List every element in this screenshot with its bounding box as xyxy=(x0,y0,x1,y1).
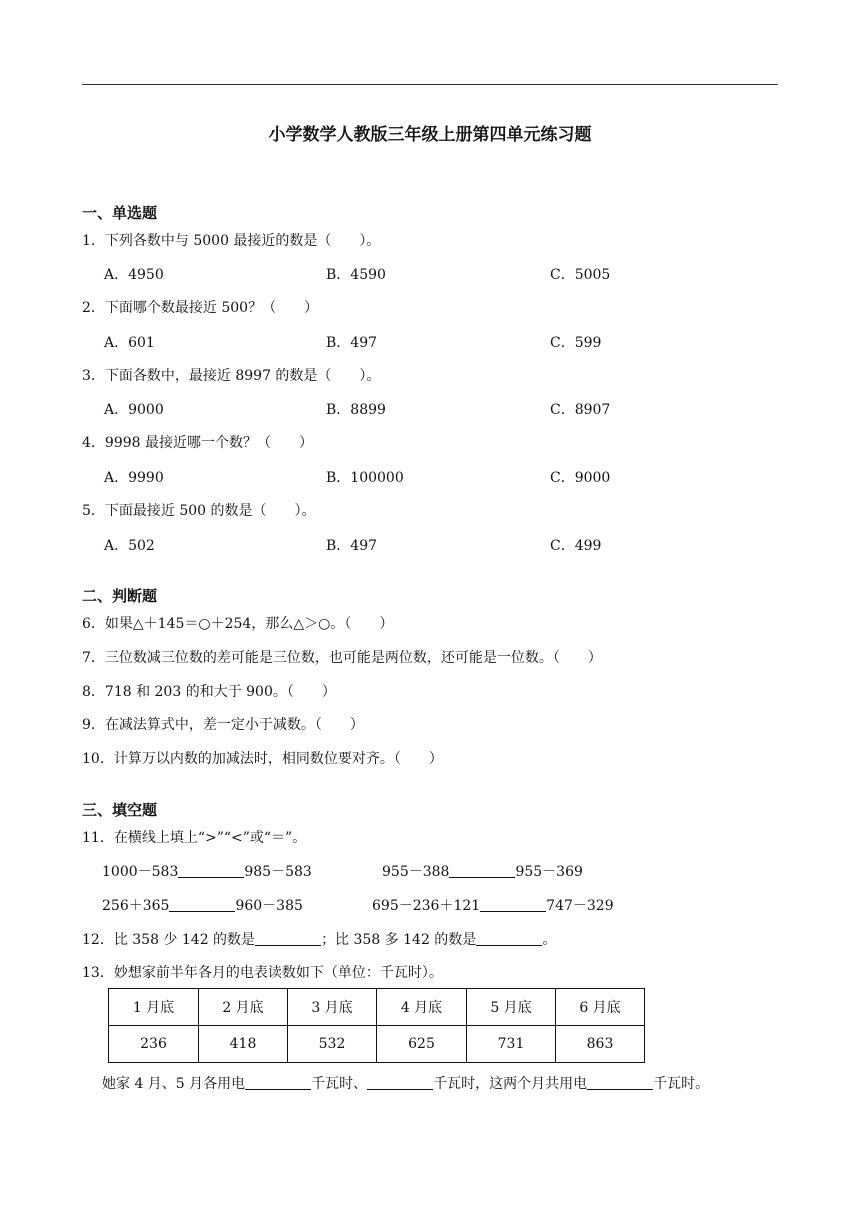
option-1a: A．4950 xyxy=(104,267,164,283)
question-13-answer xyxy=(102,1073,709,1093)
option-4b: B．100000 xyxy=(326,470,404,486)
option-2c: C．599 xyxy=(550,335,602,351)
compare-right: 747－329 xyxy=(546,898,614,914)
compare-right: 960－385 xyxy=(235,898,303,914)
table-header-cell: 1 月底 xyxy=(109,989,199,1026)
question-11: 11．在横线上填上“>”“<”或“＝”。 xyxy=(82,830,307,846)
answer-blank[interactable] xyxy=(476,931,542,946)
question-7: 7．三位数减三位数的差可能是三位数，也可能是两位数，还可能是一位数。（ ） xyxy=(82,650,602,666)
option-2a: A．601 xyxy=(104,335,155,351)
section-heading-fill-in: 三、填空题 xyxy=(82,801,158,819)
question-6: 6．如果△＋145＝○＋254，那么△＞○。（ ） xyxy=(82,616,394,632)
answer-blank[interactable] xyxy=(587,1075,653,1090)
option-5c: C．499 xyxy=(550,538,602,554)
compare-item-4 xyxy=(372,895,614,915)
answer-blank[interactable] xyxy=(480,897,546,912)
table-header-cell: 5 月底 xyxy=(467,989,556,1026)
question-8: 8．718 和 203 的和大于 900。（ ） xyxy=(82,684,336,700)
table-cell: 625 xyxy=(377,1026,467,1063)
table-cell: 418 xyxy=(199,1026,288,1063)
table-cell: 731 xyxy=(467,1026,556,1063)
option-3c: C．8907 xyxy=(550,402,611,418)
compare-item-1 xyxy=(102,861,312,881)
q13-text-c: 千瓦时，这两个月共用电 xyxy=(433,1076,588,1092)
question-12 xyxy=(82,929,556,949)
compare-left: 256＋365 xyxy=(102,898,170,914)
answer-blank[interactable] xyxy=(255,931,321,946)
table-cell: 863 xyxy=(556,1026,645,1063)
option-5b: B．497 xyxy=(326,538,378,554)
section-heading-true-false: 二、判断题 xyxy=(82,587,158,605)
compare-left: 955－388 xyxy=(382,864,450,880)
option-3a: A．9000 xyxy=(104,402,164,418)
table-header-cell: 6 月底 xyxy=(556,989,645,1026)
question-9: 9．在减法算式中，差一定小于减数。（ ） xyxy=(82,717,364,733)
compare-left: 695－236＋121 xyxy=(372,898,481,914)
option-1c: C．5005 xyxy=(550,267,611,283)
option-5a: A．502 xyxy=(104,538,155,554)
q13-text-a: 她家 4 月、5 月各用电 xyxy=(102,1076,246,1092)
option-2b: B．497 xyxy=(326,335,378,351)
question-5: 5．下面最接近 500 的数是（ ）。 xyxy=(82,503,316,519)
option-4a: A．9990 xyxy=(104,470,164,486)
table-cell: 532 xyxy=(288,1026,377,1063)
table-header-cell: 2 月底 xyxy=(199,989,288,1026)
question-4: 4．9998 最接近哪一个数？（ ） xyxy=(82,435,313,451)
question-2: 2．下面哪个数最接近 500？（ ） xyxy=(82,300,319,316)
page-title: 小学数学人教版三年级上册第四单元练习题 xyxy=(268,125,592,145)
header-rule xyxy=(82,84,778,85)
question-13: 13．妙想家前半年各月的电表读数如下（单位：千瓦时）。 xyxy=(82,965,443,981)
q12-text-c: 。 xyxy=(542,932,557,948)
compare-right: 985－583 xyxy=(244,864,312,880)
table-row xyxy=(109,1026,645,1063)
question-3: 3．下面各数中，最接近 8997 的数是（ ）。 xyxy=(82,368,381,384)
compare-item-2 xyxy=(382,861,583,881)
answer-blank[interactable] xyxy=(178,863,244,878)
answer-blank[interactable] xyxy=(367,1075,433,1090)
table-cell: 236 xyxy=(109,1026,199,1063)
table-row xyxy=(109,989,645,1026)
answer-blank[interactable] xyxy=(449,863,515,878)
table-header-cell: 3 月底 xyxy=(288,989,377,1026)
q12-text-b: ；比 358 多 142 的数是 xyxy=(321,932,477,948)
compare-left: 1000－583 xyxy=(102,864,179,880)
option-3b: B．8899 xyxy=(326,402,386,418)
answer-blank[interactable] xyxy=(245,1075,311,1090)
meter-reading-table xyxy=(108,988,645,1063)
option-4c: C．9000 xyxy=(550,470,611,486)
section-heading-single-choice: 一、单选题 xyxy=(82,204,158,222)
q13-text-d: 千瓦时。 xyxy=(653,1076,710,1092)
answer-blank[interactable] xyxy=(169,897,235,912)
compare-right: 955－369 xyxy=(515,864,583,880)
question-1: 1．下列各数中与 5000 最接近的数是（ ）。 xyxy=(82,233,381,249)
q13-text-b: 千瓦时、 xyxy=(311,1076,368,1092)
table-header-cell: 4 月底 xyxy=(377,989,467,1026)
compare-item-3 xyxy=(102,895,303,915)
option-1b: B．4590 xyxy=(326,267,386,283)
q12-text-a: 12．比 358 少 142 的数是 xyxy=(82,932,256,948)
question-10: 10．计算万以内数的加减法时，相同数位要对齐。（ ） xyxy=(82,751,443,767)
